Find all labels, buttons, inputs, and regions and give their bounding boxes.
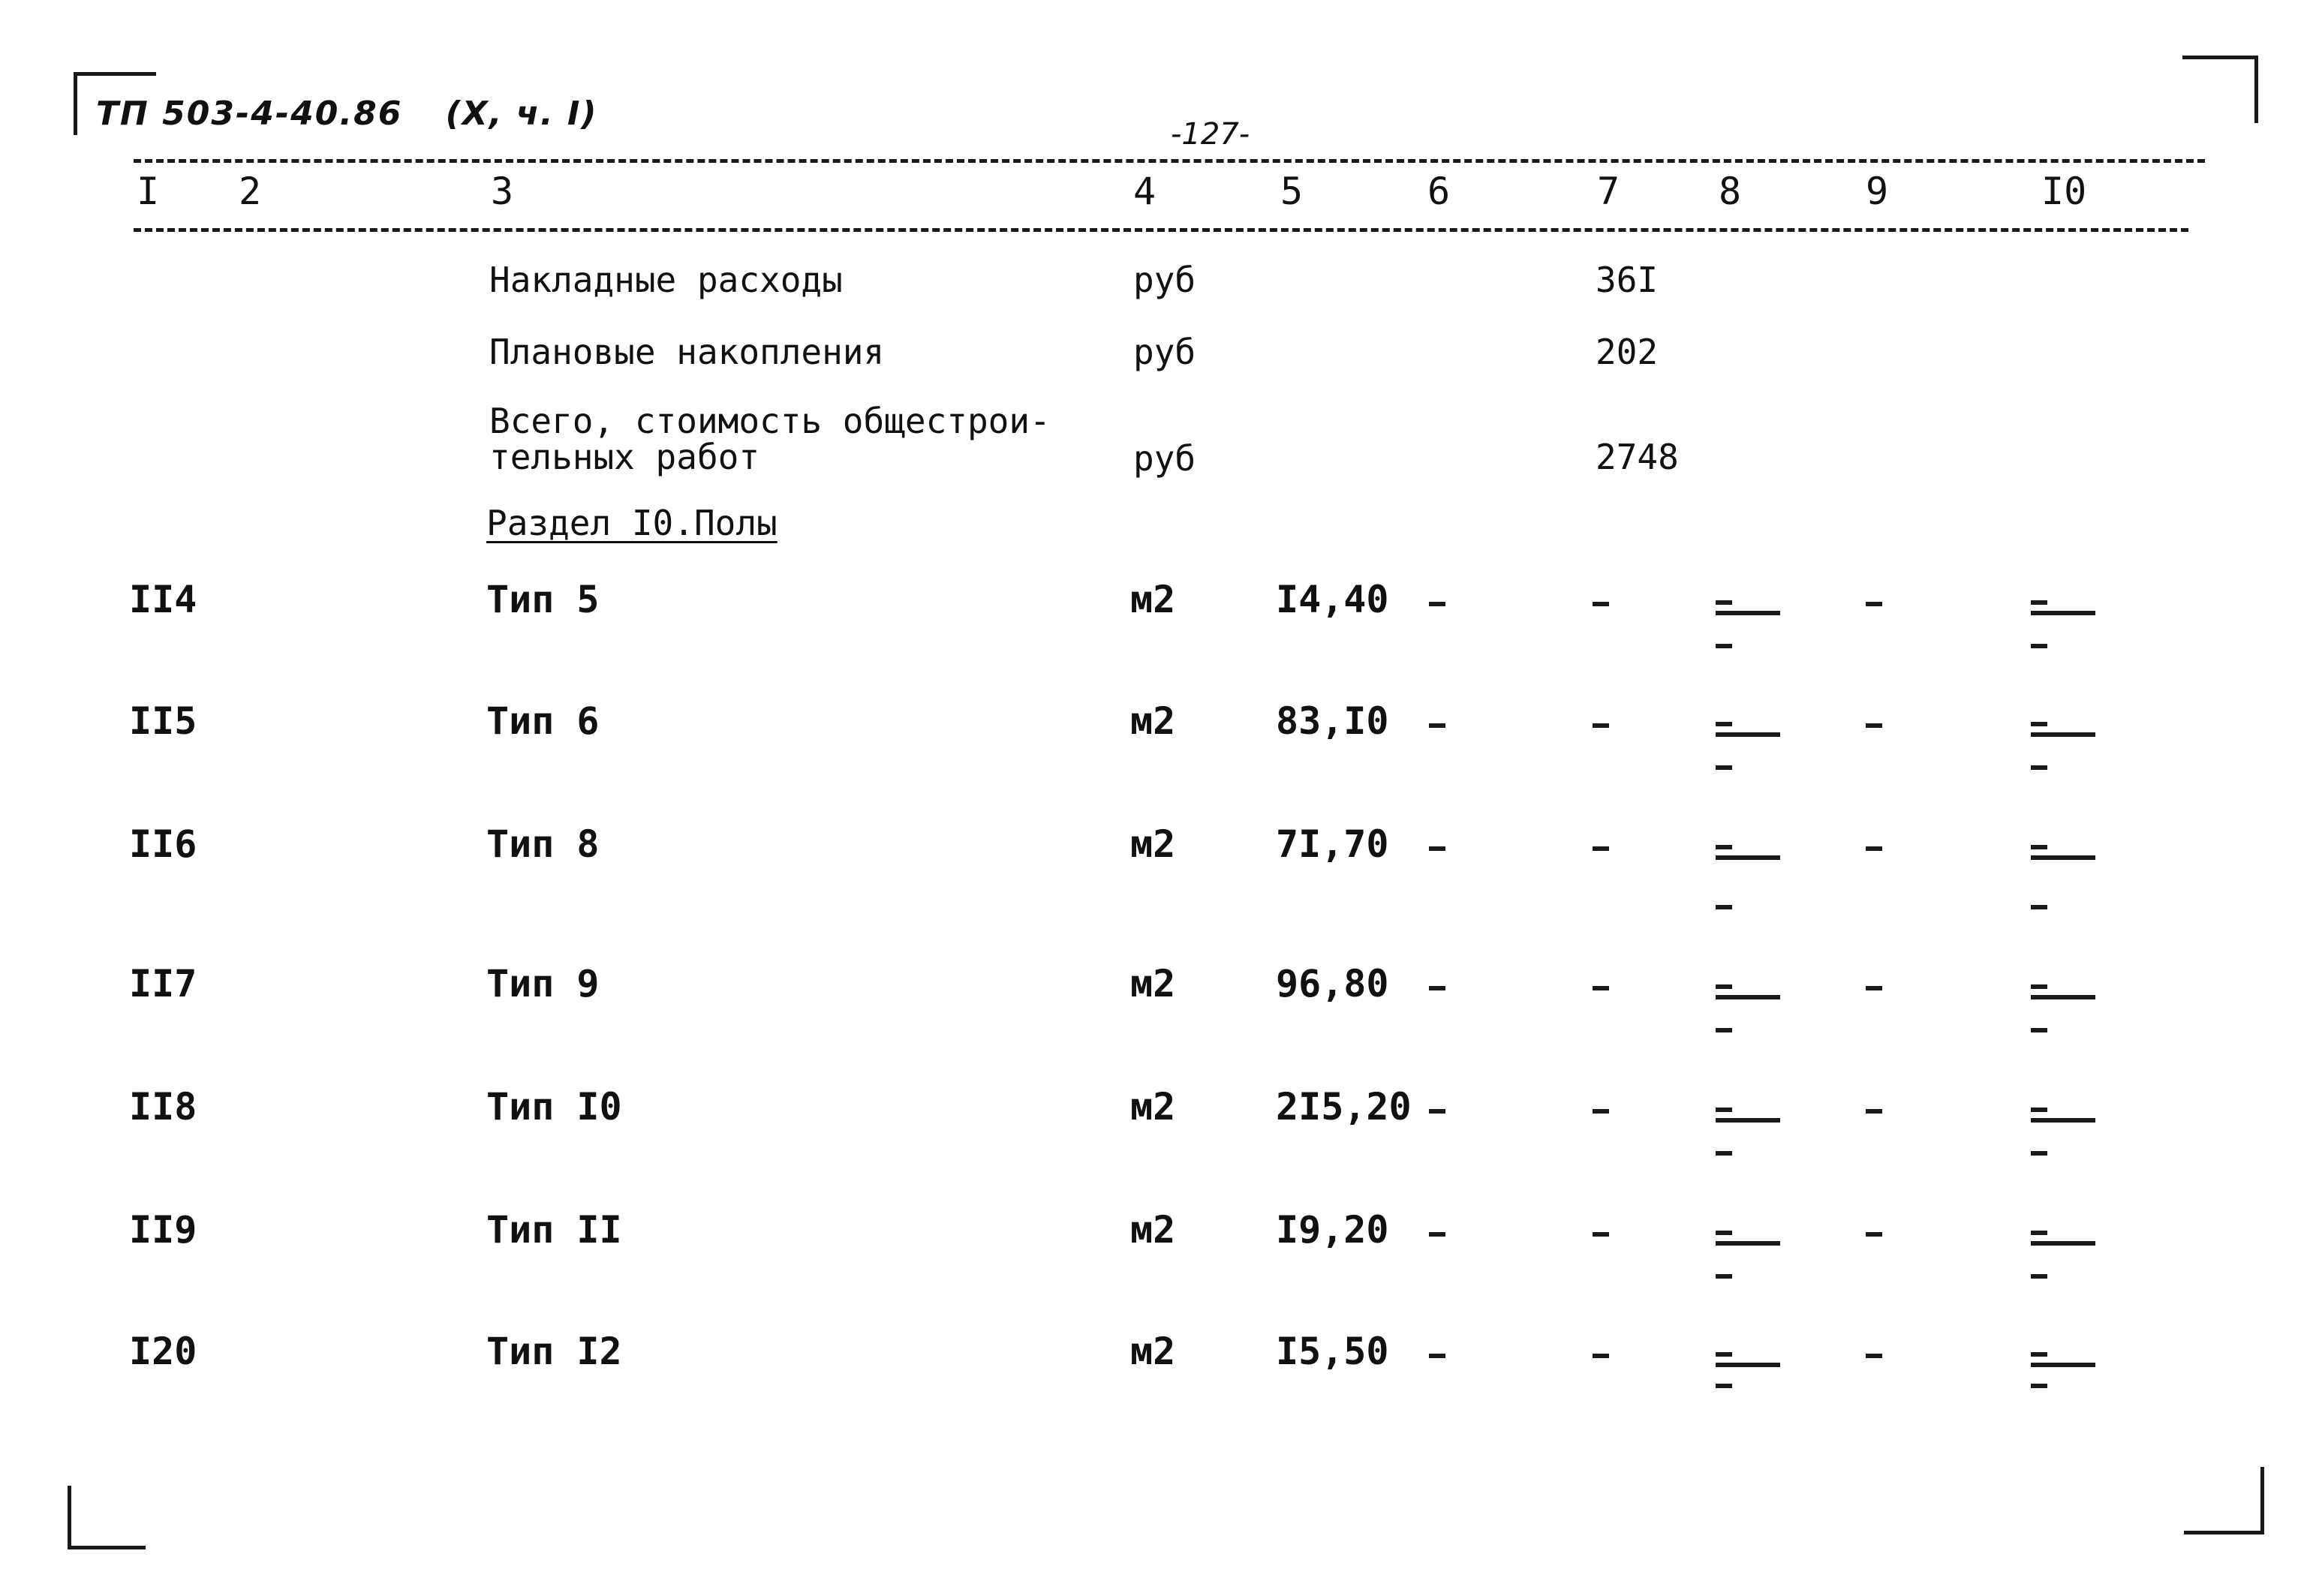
empty-mark-col-10 bbox=[2031, 722, 2098, 777]
row-unit: м2 bbox=[1130, 962, 1176, 1005]
empty-mark-col-10 bbox=[2031, 600, 2098, 656]
empty-dash-col-6 bbox=[1429, 986, 1445, 990]
empty-dash-col-7 bbox=[1593, 846, 1609, 851]
empty-mark-col-8 bbox=[1716, 722, 1783, 777]
summary-unit: руб bbox=[1133, 438, 1196, 479]
stamp-code: ТП 503-4-40.86 bbox=[96, 95, 403, 133]
row-name: Тип 9 bbox=[486, 962, 600, 1005]
column-header-8: 8 bbox=[1719, 170, 1742, 213]
header-top-rule bbox=[134, 159, 2205, 163]
frame-corner-bottom-left-horizontal bbox=[68, 1546, 146, 1549]
empty-dash-col-7 bbox=[1593, 602, 1609, 606]
column-header-1: I bbox=[137, 170, 160, 213]
row-quantity: 83,I0 bbox=[1276, 699, 1389, 743]
frame-corner-top-right-horizontal bbox=[2182, 56, 2257, 59]
row-quantity: 7I,70 bbox=[1276, 822, 1389, 866]
column-header-7: 7 bbox=[1597, 170, 1620, 213]
summary-unit: руб bbox=[1133, 332, 1196, 372]
empty-dash-col-7 bbox=[1593, 1354, 1609, 1358]
empty-dash-col-9 bbox=[1866, 1354, 1882, 1358]
row-unit: м2 bbox=[1130, 578, 1176, 621]
document-stamp bbox=[96, 95, 597, 133]
frame-corner-top-right-vertical bbox=[2254, 56, 2258, 123]
empty-dash-col-9 bbox=[1866, 1109, 1882, 1114]
empty-dash-col-7 bbox=[1593, 1109, 1609, 1114]
empty-dash-col-7 bbox=[1593, 986, 1609, 990]
row-number: II6 bbox=[129, 822, 197, 866]
frame-corner-bottom-right-vertical bbox=[2260, 1467, 2264, 1534]
empty-dash-col-9 bbox=[1866, 846, 1882, 851]
frame-corner-bottom-right-horizontal bbox=[2184, 1531, 2263, 1534]
row-name: Тип I0 bbox=[486, 1085, 622, 1129]
empty-mark-col-8 bbox=[1716, 600, 1783, 656]
summary-label: Накладные расходы bbox=[489, 260, 843, 300]
row-quantity: I9,20 bbox=[1276, 1208, 1389, 1252]
empty-mark-col-8 bbox=[1716, 984, 1783, 1040]
column-header-6: 6 bbox=[1427, 170, 1451, 213]
empty-mark-col-10 bbox=[2031, 1231, 2098, 1286]
row-quantity: 2I5,20 bbox=[1276, 1085, 1412, 1129]
summary-unit: руб bbox=[1133, 260, 1196, 300]
empty-mark-col-10 bbox=[2031, 984, 2098, 1040]
row-unit: м2 bbox=[1130, 1085, 1176, 1129]
empty-mark-col-8 bbox=[1716, 1231, 1783, 1286]
empty-dash-col-7 bbox=[1593, 1232, 1609, 1237]
column-header-3: 3 bbox=[491, 170, 514, 213]
column-header-2: 2 bbox=[239, 170, 262, 213]
row-unit: м2 bbox=[1130, 1330, 1176, 1373]
frame-corner-top-left-vertical bbox=[74, 72, 77, 135]
empty-dash-col-6 bbox=[1429, 602, 1445, 606]
empty-mark-col-10 bbox=[2031, 845, 2098, 917]
header-bottom-rule bbox=[134, 228, 2188, 232]
empty-mark-col-10 bbox=[2031, 1352, 2098, 1396]
page-number: -127- bbox=[1171, 117, 1250, 152]
row-name: Тип 5 bbox=[486, 578, 600, 621]
empty-dash-col-9 bbox=[1866, 602, 1882, 606]
column-header-10: I0 bbox=[2041, 170, 2087, 213]
row-unit: м2 bbox=[1130, 1208, 1176, 1252]
empty-dash-col-6 bbox=[1429, 1232, 1445, 1237]
empty-dash-col-7 bbox=[1593, 723, 1609, 728]
empty-dash-col-6 bbox=[1429, 723, 1445, 728]
row-name: Тип 8 bbox=[486, 822, 600, 866]
row-unit: м2 bbox=[1130, 822, 1176, 866]
empty-mark-col-8 bbox=[1716, 1108, 1783, 1163]
empty-mark-col-10 bbox=[2031, 1108, 2098, 1163]
row-number: II4 bbox=[129, 578, 197, 621]
frame-corner-top-left-horizontal bbox=[74, 72, 156, 76]
column-header-5: 5 bbox=[1280, 170, 1304, 213]
empty-dash-col-9 bbox=[1866, 723, 1882, 728]
row-unit: м2 bbox=[1130, 699, 1176, 743]
summary-label-line-1: Всего, стоимость общестрои- bbox=[489, 401, 1051, 441]
column-header-4: 4 bbox=[1133, 170, 1157, 213]
empty-mark-col-8 bbox=[1716, 845, 1783, 917]
row-quantity: I4,40 bbox=[1276, 578, 1389, 621]
row-number: II8 bbox=[129, 1085, 197, 1129]
empty-dash-col-9 bbox=[1866, 1232, 1882, 1237]
summary-label-line-2: тельных работ bbox=[489, 437, 760, 477]
row-number: II9 bbox=[129, 1208, 197, 1252]
summary-value: 2748 bbox=[1596, 437, 1679, 477]
summary-value: 36I bbox=[1596, 260, 1659, 300]
row-name: Тип II bbox=[486, 1208, 622, 1252]
row-number: I20 bbox=[129, 1330, 197, 1373]
row-number: II7 bbox=[129, 962, 197, 1005]
column-header-9: 9 bbox=[1866, 170, 1889, 213]
empty-dash-col-6 bbox=[1429, 1109, 1445, 1114]
stamp-part: (X, ч. I) bbox=[445, 95, 598, 133]
summary-value: 202 bbox=[1596, 332, 1659, 372]
frame-corner-bottom-left-vertical bbox=[68, 1486, 71, 1549]
row-name: Тип I2 bbox=[486, 1330, 622, 1373]
row-name: Тип 6 bbox=[486, 699, 600, 743]
row-quantity: 96,80 bbox=[1276, 962, 1389, 1005]
section-title: Раздел I0.Полы bbox=[486, 503, 778, 543]
empty-dash-col-6 bbox=[1429, 1354, 1445, 1358]
empty-mark-col-8 bbox=[1716, 1352, 1783, 1396]
empty-dash-col-6 bbox=[1429, 846, 1445, 851]
row-quantity: I5,50 bbox=[1276, 1330, 1389, 1373]
empty-dash-col-9 bbox=[1866, 986, 1882, 990]
summary-label: Плановые накопления bbox=[489, 332, 885, 372]
row-number: II5 bbox=[129, 699, 197, 743]
